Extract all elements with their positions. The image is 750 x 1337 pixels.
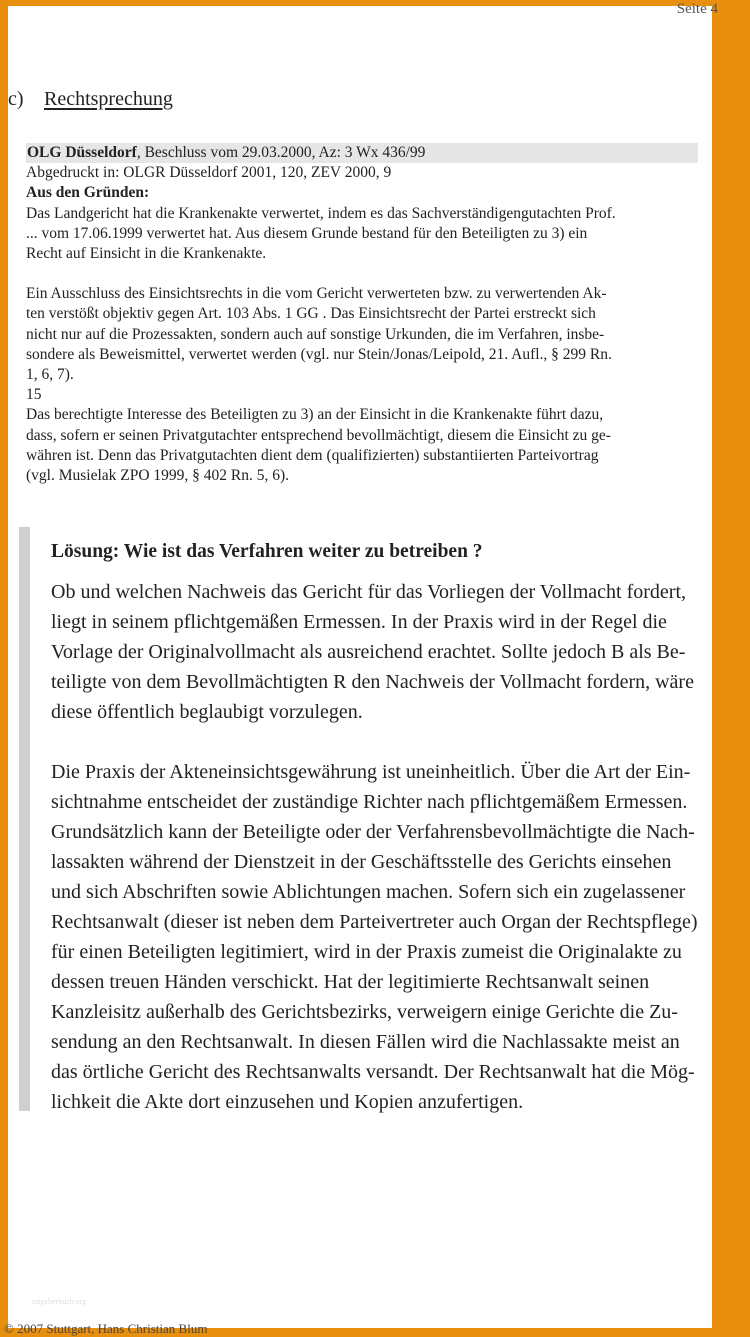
text-line: diese öffentlich beglaubigt vorzulegen. — [51, 701, 363, 723]
case-law-block — [26, 143, 698, 486]
printed-in-reference: Abgedruckt in: OLGR Düsseldorf 2001, 120, ZEV 2000, 9 — [26, 164, 392, 182]
text-line: Kanzleisitz außerhalb des Gerichtsbezirks, verweigern einige Gerichte die Zu- — [51, 1001, 678, 1023]
text-line: 1, 6, 7). — [26, 366, 74, 384]
text-line: Das Landgericht hat die Krankenakte verwertet, indem es das Sachverständigengutachten Prof. — [26, 204, 616, 222]
decision-reference: , Beschluss vom 29.03.2000, Az: 3 Wx 436/99 — [136, 144, 426, 161]
solution-paragraph-2 — [51, 757, 698, 1117]
text-line: dass, sofern er seinen Privatgutachter entsprechend bevollmächtigt, diesem die Einsicht zu ge- — [26, 426, 611, 444]
text-line: sondere als Beweismittel, verwertet werden (vgl. nur Stein/Jonas/Leipold, 21. Aufl., § 299 Rn. — [26, 345, 612, 363]
text-line: Ob und welchen Nachweis das Gericht für das Vorliegen der Vollmacht fordert, — [51, 581, 687, 603]
text-line: Recht auf Einsicht in die Krankenakte. — [26, 245, 267, 263]
footer-watermark: ratgeberbuch.org — [32, 1297, 87, 1306]
case-paragraph-2 — [26, 284, 698, 385]
solution-title: Lösung: Wie ist das Verfahren weiter zu betreiben ? — [51, 541, 483, 562]
paragraph-gap — [51, 727, 698, 757]
text-line: ten verstößt objektiv gegen Art. 103 Abs. 1 GG . Das Einsichtsrecht der Partei erstreckt sich — [26, 305, 596, 323]
text-line: Die Praxis der Akteneinsichtsgewährung ist uneinheitlich. Über die Art der Ein- — [51, 761, 691, 783]
case-paragraph-3 — [26, 405, 698, 486]
text-line: nicht nur auf die Prozessakten, sondern auch auf sonstige Urkunden, die im Verfahren, insbe- — [26, 325, 605, 343]
text-line: lichkeit die Akte dort einzusehen und Kopien anzufertigen. — [51, 1091, 524, 1113]
page-number: Seite 4 — [676, 1, 718, 17]
text-line: Das berechtigte Interesse des Beteiligten zu 3) an der Einsicht in die Krankenakte führt dazu, — [26, 406, 604, 424]
text-line: ... vom 17.06.1999 verwertet hat. Aus diesem Grunde bestand für den Beteiligten zu 3) ein — [26, 224, 588, 242]
section-number: c) — [8, 88, 24, 110]
text-line: teiligte von dem Bevollmächtigten R den Nachweis der Vollmacht fordern, wäre — [51, 671, 694, 693]
text-line: Vorlage der Originalvollmacht als ausreichend erachtet. Sollte jedoch B als Be- — [51, 641, 686, 663]
text-line: Grundsätzlich kann der Beteiligte oder der Verfahrensbevollmächtigte die Nach- — [51, 821, 695, 843]
court-name: OLG Düsseldorf — [27, 144, 137, 161]
section-title: Rechtsprechung — [44, 88, 173, 110]
text-line: sichtnahme entscheidet der zuständige Richter nach pflichtgemäßem Ermessen. — [51, 791, 688, 813]
text-line: (vgl. Musielak ZPO 1999, § 402 Rn. 5, 6). — [26, 467, 290, 485]
text-line: lassakten während der Dienstzeit in der Geschäftsstelle des Gerichts einsehen — [51, 851, 672, 873]
text-line: liegt in seinem pflichtgemäßen Ermessen. In der Praxis wird in der Regel die — [51, 611, 667, 633]
document-page — [4, 1, 718, 1336]
solution-paragraph-1 — [51, 577, 698, 727]
case-paragraph-1 — [26, 204, 698, 265]
text-line: für einen Beteiligten legitimiert, wird in der Praxis zumeist die Originalakte zu — [51, 941, 682, 963]
text-line: Rechtsanwalt (dieser ist neben dem Parteivertreter auch Organ der Rechtspflege) — [51, 911, 698, 933]
solution-box — [19, 527, 750, 1111]
case-citation — [26, 143, 698, 163]
section-heading — [8, 88, 173, 111]
text-line: Ein Ausschluss des Einsichtsrechts in die vom Gericht verwerteten bzw. zu verwertenden Ak- — [26, 285, 607, 303]
text-line: sendung an den Rechtsanwalt. In diesen Fällen wird die Nachlassakte meist an — [51, 1031, 680, 1053]
marginal-number: 15 — [26, 386, 42, 404]
footer-copyright: © 2007 Stuttgart, Hans Christian Blum — [4, 1321, 208, 1336]
reasons-heading: Aus den Gründen: — [26, 184, 150, 202]
paragraph-gap — [26, 264, 698, 284]
text-line: und sich Abschriften sowie Ablichtungen machen. Sofern sich ein zugelassener — [51, 881, 686, 903]
solution-body — [51, 577, 698, 1117]
text-line: währen ist. Denn das Privatgutachten dient dem (qualifizierten) substantiierten Parteivortrag — [26, 446, 599, 464]
text-line: dessen treuen Händen verschickt. Hat der legitimierte Rechtsanwalt seinen — [51, 971, 650, 993]
text-line: das örtliche Gericht des Rechtsanwalts versandt. Der Rechtsanwalt hat die Mög- — [51, 1061, 695, 1083]
